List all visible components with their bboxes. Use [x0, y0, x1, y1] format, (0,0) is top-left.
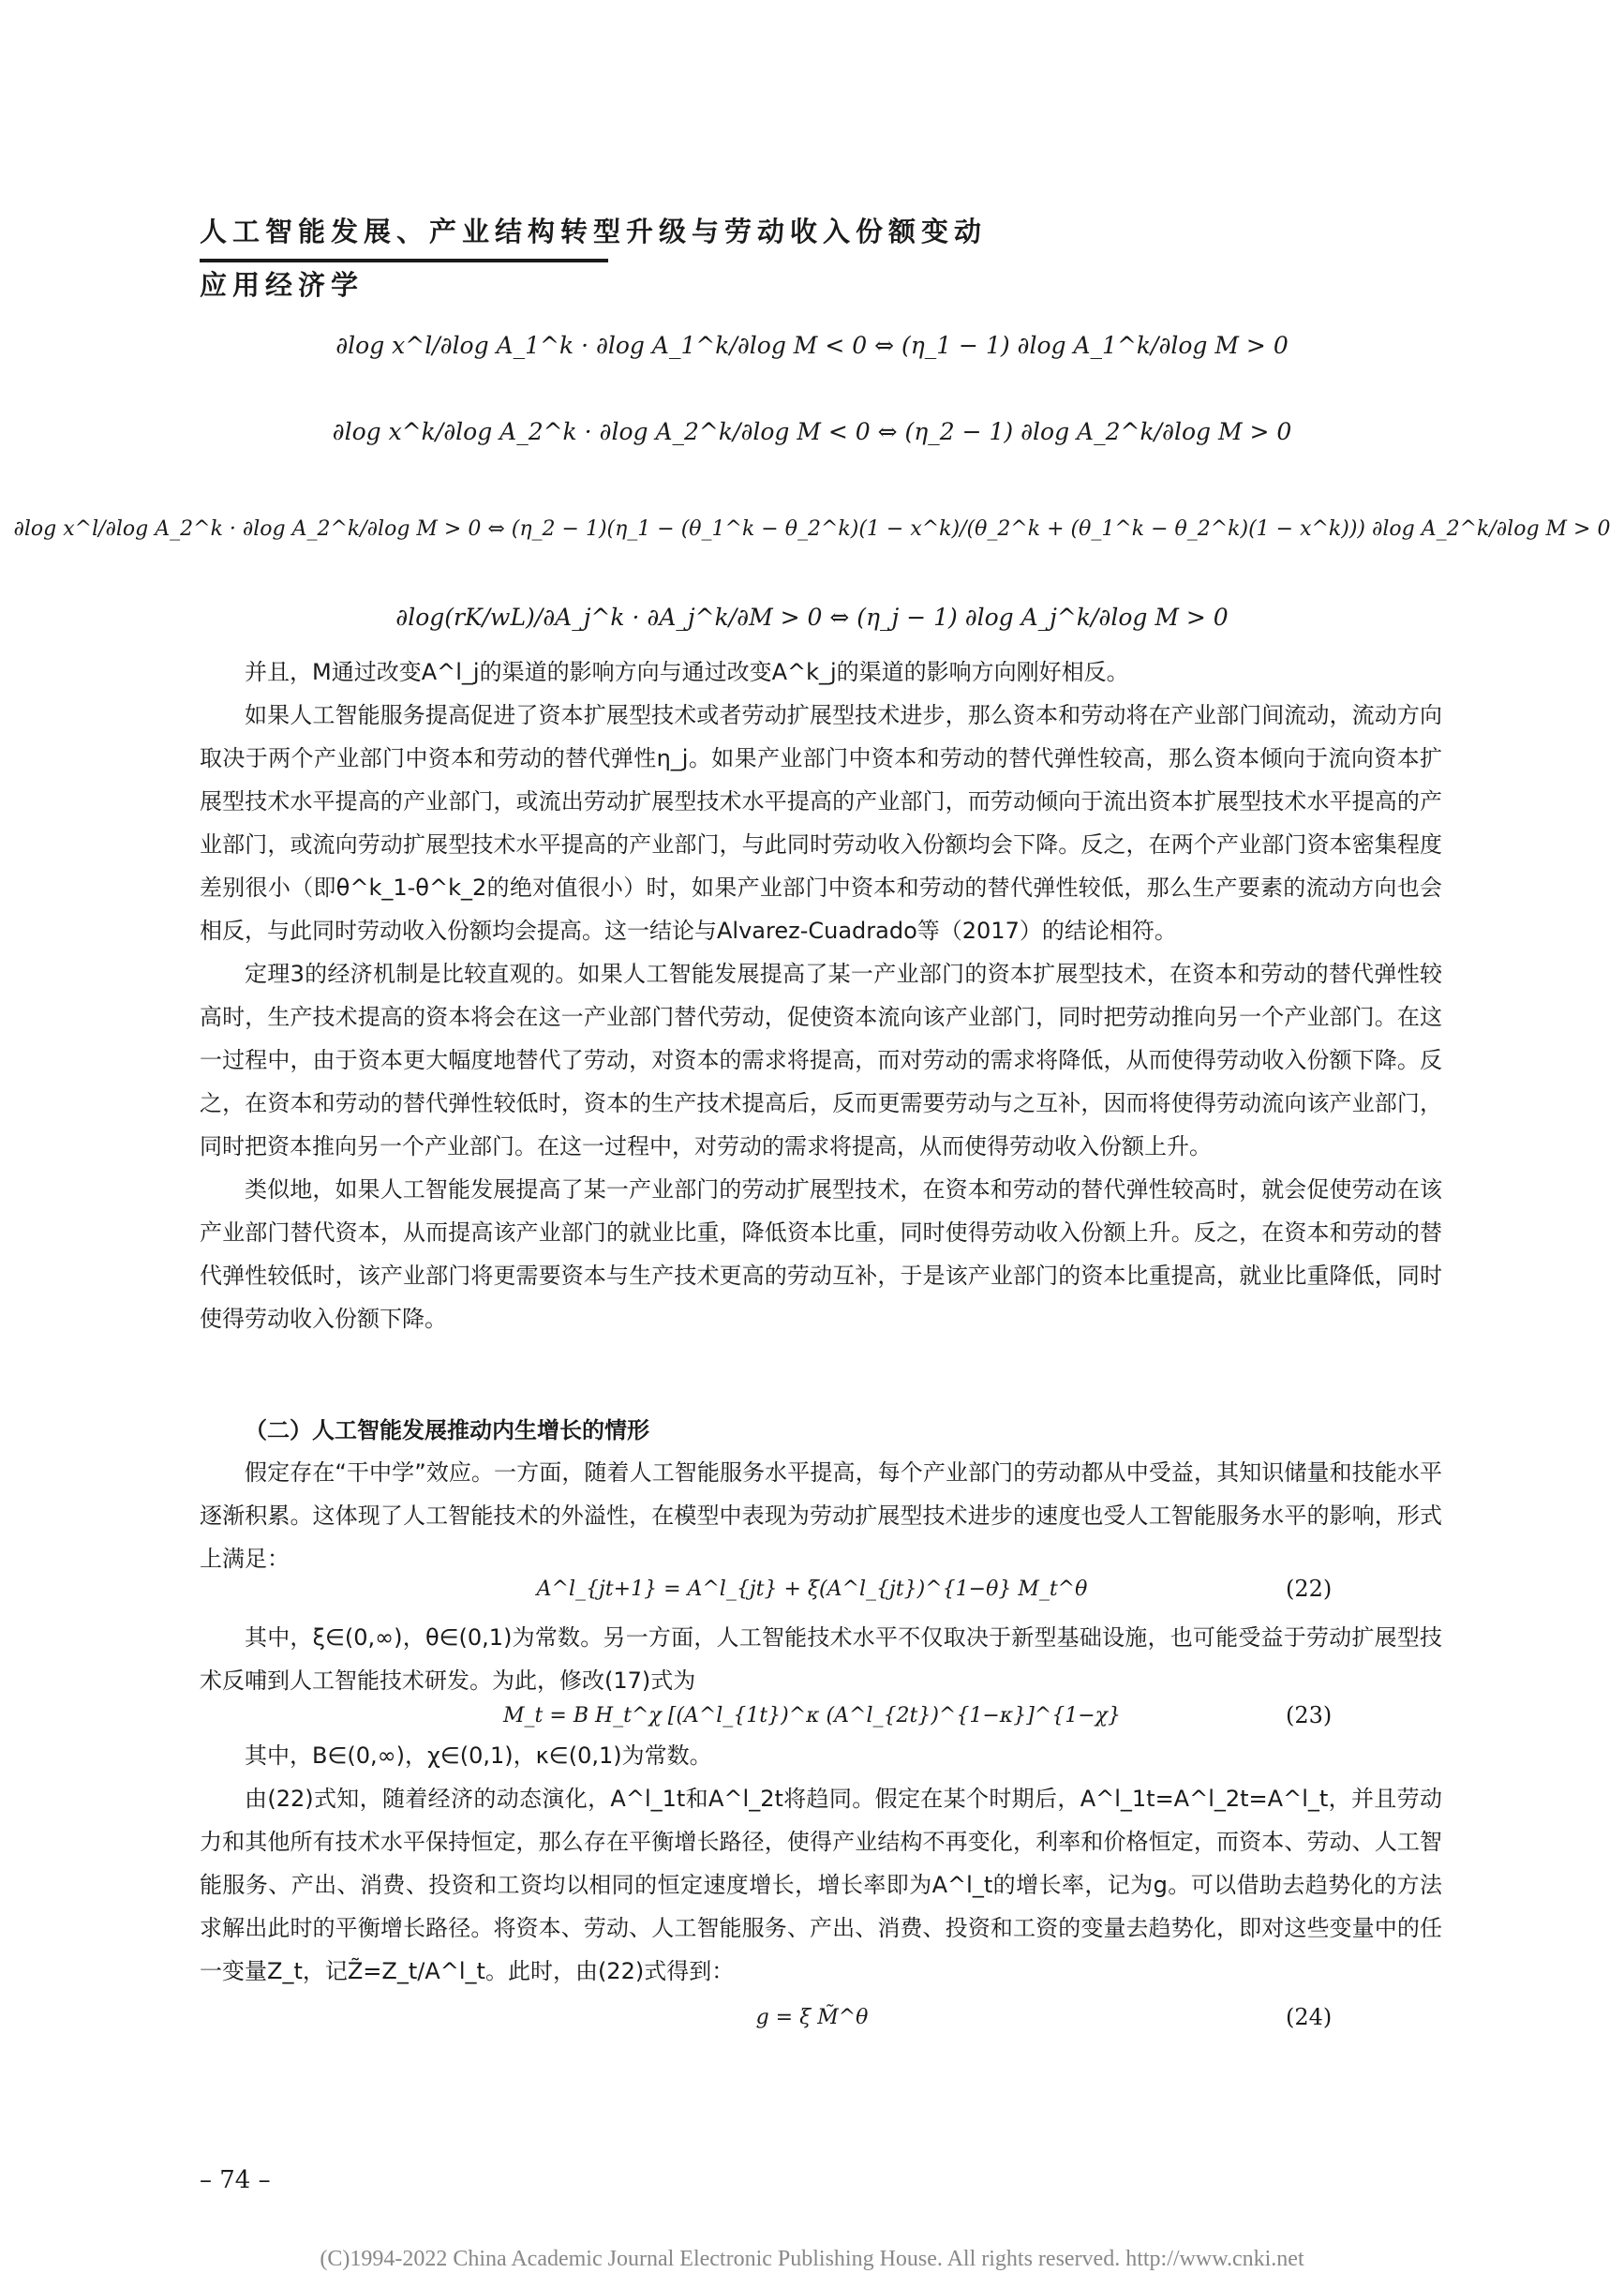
paragraph: 由(22)式知，随着经济的动态演化，A^l_1t和A^l_2t将趋同。假定在某个时期后，A^l_1t=A^l_2t=A^l_t，并且劳动力和其他所有技术水平保持恒定，那么存在平衡增长路径，使得产业结构不再变化，利率和价格恒定，而资本、劳动、人工智能服务、产出、消费、投资和工资均以相同的恒定速度增长，增长率即为A^l_t的增长率，记为g。可以借助去趋势化的方法求解出此时的平衡增长路径。将资本、劳动、人工智能服务、产出、消费、投资和工资的变量去趋势化，即对这些变量中的任一变量Z_t，记Z̃=Z_t/A^l_t。此时，由(22)式得到： [200, 1786, 1442, 1984]
equation-24: g = ξ M̃^θ [755, 2006, 869, 2029]
equation-3: ∂log x^l/∂log A_2^k · ∂log A_2^k/∂log M > 0 ⇔ (η_2 − 1)(η_1 − (θ_1^k − θ_2^k)(1 − x^k)/(θ_2^k + (θ_1^k − θ_2^k)(1 − x^k))) ∂log A_2^k/∂log M > 0 [13, 517, 1611, 541]
journal-name: 应用经济学 [200, 269, 365, 301]
body-block-4 [200, 1734, 1442, 1993]
equation-number-22: (22) [1286, 1576, 1333, 1602]
equation-number-23: (23) [1286, 1702, 1333, 1728]
equation-23: M_t = B H_t^χ [(A^l_{1t})^κ (A^l_{2t})^{1−κ}]^{1−χ} [503, 1704, 1121, 1727]
equation-number-24: (24) [1286, 2004, 1333, 2030]
equation-2: ∂log x^k/∂log A_2^k · ∂log A_2^k/∂log M < 0 ⇔ (η_2 − 1) ∂log A_2^k/∂log M > 0 [332, 418, 1292, 445]
section-heading: （二）人工智能发展推动内生增长的情形 [245, 1417, 649, 1443]
paragraph: 定理3的经济机制是比较直观的。如果人工智能发展提高了某一产业部门的资本扩展型技术，在资本和劳动的替代弹性较高时，生产技术提高的资本将会在这一产业部门替代劳动，促使资本流向该产业部门，同时把劳动推向另一个产业部门。在这一过程中，由于资本更大幅度地替代了劳动，对资本的需求将提高，而对劳动的需求将降低，从而使得劳动收入份额下降。反之，在资本和劳动的替代弹性较低时，资本的生产技术提高后，反而更需要劳动与之互补，因而将使得劳动流向该产业部门，同时把资本推向另一个产业部门。在这一过程中，对劳动的需求将提高，从而使得劳动收入份额上升。 [200, 961, 1442, 1159]
paragraph: 其中，B∈(0,∞)，χ∈(0,1)，κ∈(0,1)为常数。 [245, 1742, 712, 1769]
running-title: 人工智能发展、产业结构转型升级与劳动收入份额变动 [200, 216, 988, 247]
copyright-footer: (C)1994-2022 China Academic Journal Electronic Publishing House. All rights reserved. http://www.cnki.net [320, 2247, 1304, 2271]
body-block-2 [200, 1451, 1442, 1580]
equation-4: ∂log(rK/wL)/∂A_j^k · ∂A_j^k/∂M > 0 ⇔ (η_j − 1) ∂log A_j^k/∂log M > 0 [395, 604, 1229, 631]
paragraph: 其中，ξ∈(0,∞)，θ∈(0,1)为常数。另一方面，人工智能技术水平不仅取决于新型基础设施，也可能受益于劳动扩展型技术反哺到人工智能技术研发。为此，修改(17)式为 [200, 1624, 1442, 1694]
paragraph: 并且，M通过改变A^l_j的渠道的影响方向与通过改变A^k_j的渠道的影响方向刚好相反。 [245, 659, 1129, 685]
body-block-1 [200, 651, 1442, 1340]
body-block-3 [200, 1616, 1442, 1702]
paragraph: 类似地，如果人工智能发展提高了某一产业部门的劳动扩展型技术，在资本和劳动的替代弹性较高时，就会促使劳动在该产业部门替代资本，从而提高该产业部门的就业比重，降低资本比重，同时使得劳动收入份额上升。反之，在资本和劳动的替代弹性较低时，该产业部门将更需要资本与生产技术更高的劳动互补，于是该产业部门的资本比重提高，就业比重降低，同时使得劳动收入份额下降。 [200, 1176, 1442, 1332]
page-number: – 74 – [200, 2166, 271, 2194]
paragraph: 假定存在“干中学”效应。一方面，随着人工智能服务水平提高，每个产业部门的劳动都从中受益，其知识储量和技能水平逐渐积累。这体现了人工智能技术的外溢性，在模型中表现为劳动扩展型技术进步的速度也受人工智能服务水平的影响，形式上满足： [200, 1459, 1442, 1572]
equation-1: ∂log x^l/∂log A_1^k · ∂log A_1^k/∂log M < 0 ⇔ (η_1 − 1) ∂log A_1^k/∂log M > 0 [335, 332, 1289, 359]
equation-22: A^l_{jt+1} = A^l_{jt} + ξ(A^l_{jt})^{1−θ} M_t^θ [536, 1578, 1088, 1601]
header-rule [200, 259, 608, 262]
paragraph: 如果人工智能服务提高促进了资本扩展型技术或者劳动扩展型技术进步，那么资本和劳动将在产业部门间流动，流动方向取决于两个产业部门中资本和劳动的替代弹性η_j。如果产业部门中资本和劳动的替代弹性较高，那么资本倾向于流向资本扩展型技术水平提高的产业部门，或流出劳动扩展型技术水平提高的产业部门，而劳动倾向于流出资本扩展型技术水平提高的产业部门，或流向劳动扩展型技术水平提高的产业部门，与此同时劳动收入份额均会下降。反之，在两个产业部门资本密集程度差别很小（即θ^k_1-θ^k_2的绝对值很小）时，如果产业部门中资本和劳动的替代弹性较低，那么生产要素的流动方向也会相反，与此同时劳动收入份额均会提高。这一结论与Alvarez-Cuadrado等（2017）的结论相符。 [200, 702, 1442, 944]
